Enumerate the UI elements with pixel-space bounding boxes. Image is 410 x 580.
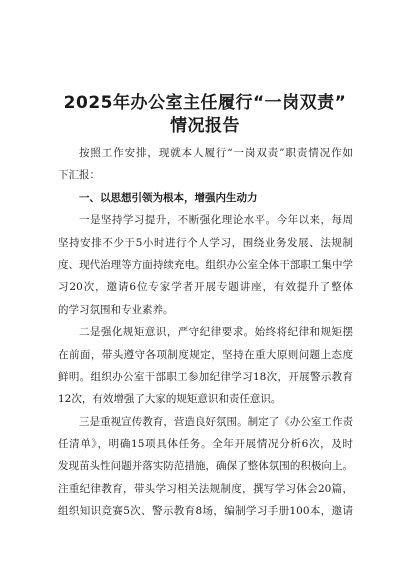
body-line: 一是坚持学习提升，不断强化理论水平。今年以来，每周 bbox=[79, 214, 353, 227]
body-line: 的学习氛围和专业素养。 bbox=[58, 303, 174, 316]
section-heading: 一、以思想引领为根本，增强内生动力 bbox=[79, 191, 258, 204]
document-title-line-1: 2025年办公室主任履行“一岗双责” bbox=[63, 93, 347, 113]
body-line: 鲜明。组织办公室干部职工参加纪律学习18次，开展警示教育 bbox=[58, 370, 353, 383]
document-title-line-2: 情况报告 bbox=[170, 116, 240, 136]
body-line: 下汇报： bbox=[58, 169, 100, 182]
body-line: 组织知识竞赛5次、警示教育8场，编制学习手册100本，邀请 bbox=[58, 505, 353, 518]
body-line: 二是强化规矩意识，严守纪律要求。始终将纪律和规矩摆 bbox=[79, 326, 353, 339]
body-line: 坚持安排不少于5小时进行个人学习，围绕业务发展、法规制 bbox=[58, 236, 353, 249]
body-line: 任清单》，明确15项具体任务。全年开展情况分析6次，及时 bbox=[58, 438, 353, 451]
body-line: 发现苗头性问题并落实防范措施，确保了整体氛围的积极向上。 bbox=[58, 460, 353, 473]
body-line: 度、现代治理等方面持续充电。组织办公室全体干部职工集中学 bbox=[58, 258, 353, 271]
body-line: 习20次，邀请6位专家学者开展专题讲座，有效提升了整体 bbox=[58, 281, 353, 294]
body-line: 按照工作安排，现就本人履行“一岗双责”职责情况作如 bbox=[79, 147, 353, 159]
body-line: 在前面，带头遵守各项制度规定，坚持在重大原则问题上态度 bbox=[58, 348, 353, 361]
document-body bbox=[58, 142, 353, 523]
body-line: 三是重视宣传教育，营造良好氛围。制定了《办公室工作责 bbox=[79, 415, 353, 428]
body-line: 注重纪律教育，带头学习相关法规制度，撰写学习体会20篇， bbox=[58, 482, 353, 495]
body-line: 12次，有效增强了大家的规矩意识和责任意识。 bbox=[58, 393, 282, 406]
